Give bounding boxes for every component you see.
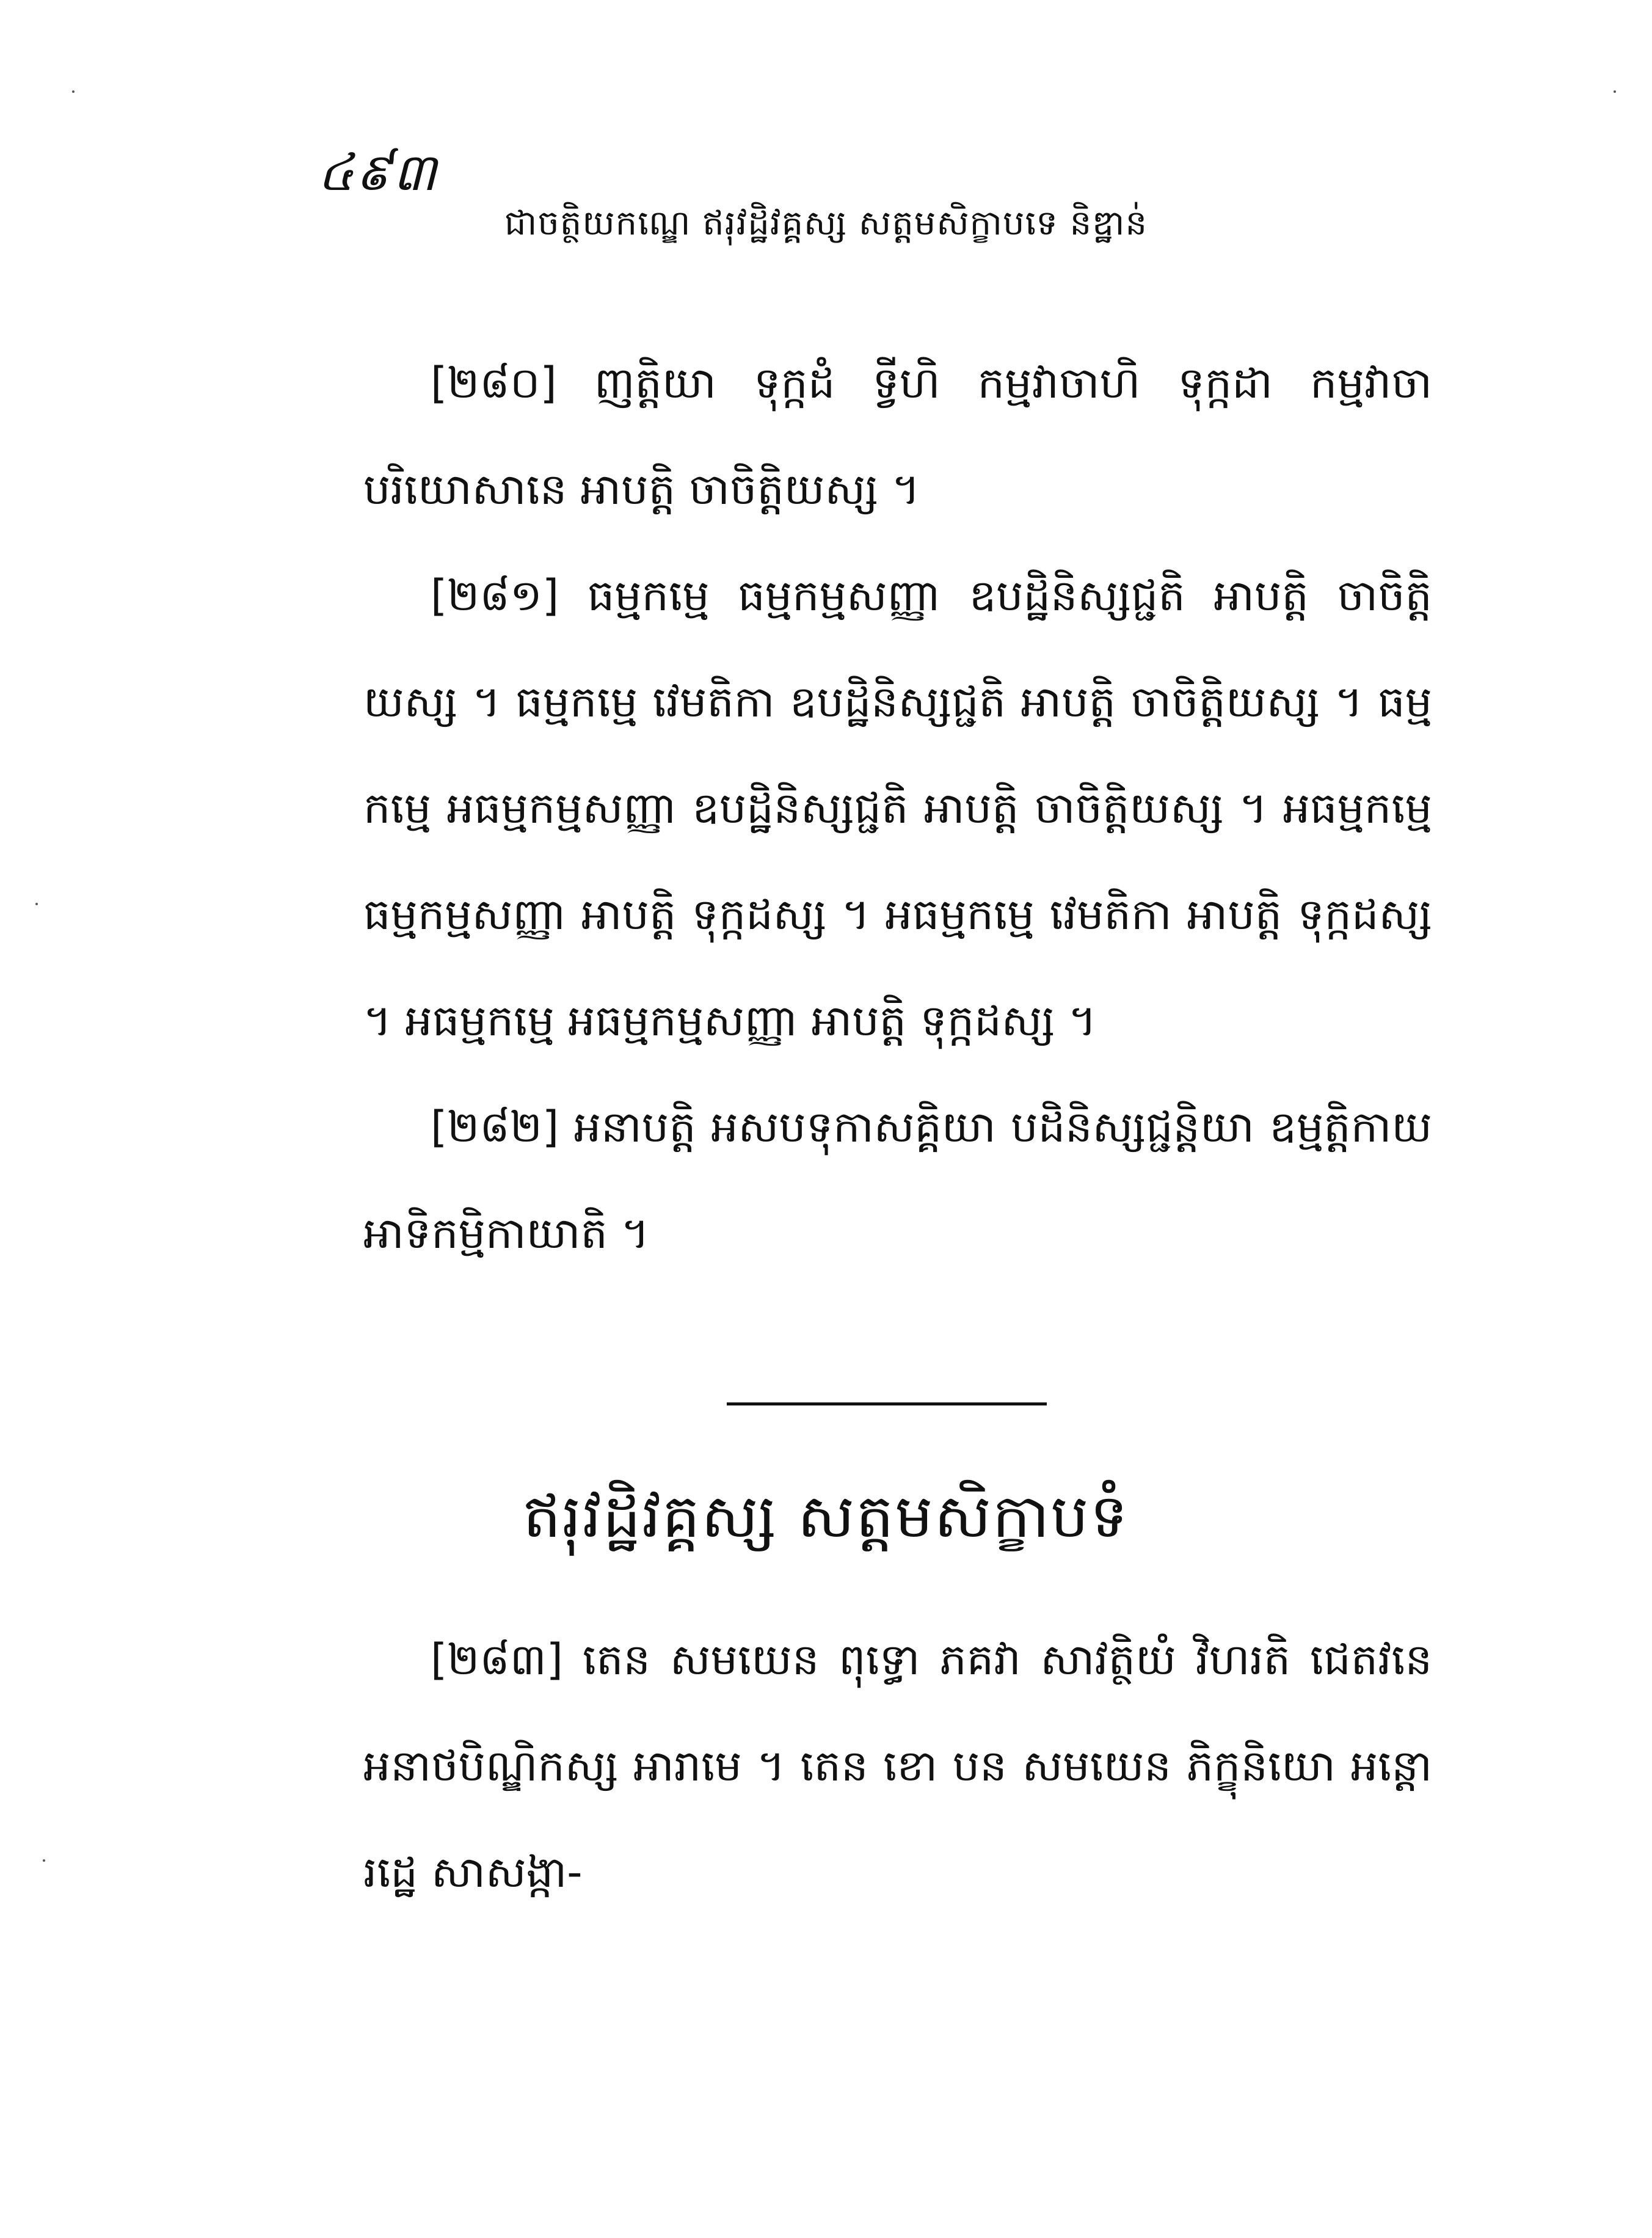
page-number: ៤៩៣ (318, 142, 438, 202)
section-title: ឥរុវដ្ឋិវគ្គស្ស សត្តមសិក្ខាបទំ (523, 1482, 1129, 1551)
scan-speck (72, 90, 75, 93)
scan-speck (43, 1859, 45, 1862)
section-1-body (363, 330, 1432, 1286)
running-header: ជាចត្ថិយកណ្ឌេ ឥរុវដ្ឋិវគ្គស្ស សត្តមសិក្ខាបទេ និឌ្ឋាន់ (504, 203, 1148, 243)
section-2-body (363, 1606, 1432, 1925)
paragraph-280: [២៨០] ញត្តិយា ទុក្កដំ ទ្វីហិ កម្មវាចាហិ ទុក្កដា កម្មវាចាបរិយោសានេ អាបត្តិ ចាចិត្តិយស្ស ។ (363, 358, 1432, 514)
paragraph-282: [២៨២] អនាបត្តិ អសបទុកាសគ្គិយា បដិនិស្សជ្ជន្តិយា ឧម្មត្តិកាយ អាទិកម្មិកាយាតិ ។ (363, 1102, 1432, 1258)
section-divider (727, 1402, 1047, 1405)
paragraph-283: [២៨៣] តេន សមយេន ពុទ្ធោ ភគវា សាវត្ថិយំ វិហរតិ ជេតវនេ អនាថបិណ្ឌិកស្ស អារាមេ ។ តេន ខោ បន សមយេន ភិក្ខុនិយោ អន្តោរដ្ឋេ សាសង្កា- (363, 1635, 1432, 1897)
scan-speck (1614, 90, 1616, 93)
scan-speck (35, 903, 38, 905)
paragraph-281: [២៨១] ធម្មកម្មេ ធម្មកម្មសញ្ញា ឧបដ្ឋិនិស្សជ្ជតិ អាបត្តិ ចាចិត្តិយស្ស ។ ធម្មកម្មេ វេមតិកា ឧបដ្ឋិនិស្សជ្ជតិ អាបត្តិ ចាចិត្តិយស្ស ។ ធម្មកម្មេ អធម្មកម្មសញ្ញា ឧបដ្ឋិនិស្សជ្ជតិ អាបត្តិ ចាចិត្តិយស្ស ។ អធម្មកម្មេ ធម្មកម្មសញ្ញា អាបត្តិ ទុក្កដស្ស ។ អធម្មកម្មេ វេមតិកា អាបត្តិ ទុក្កដស្ស ។ អធម្មកម្មេ អធម្មកម្មសញ្ញា អាបត្តិ ទុក្កដស្ស ។ (363, 570, 1432, 1046)
